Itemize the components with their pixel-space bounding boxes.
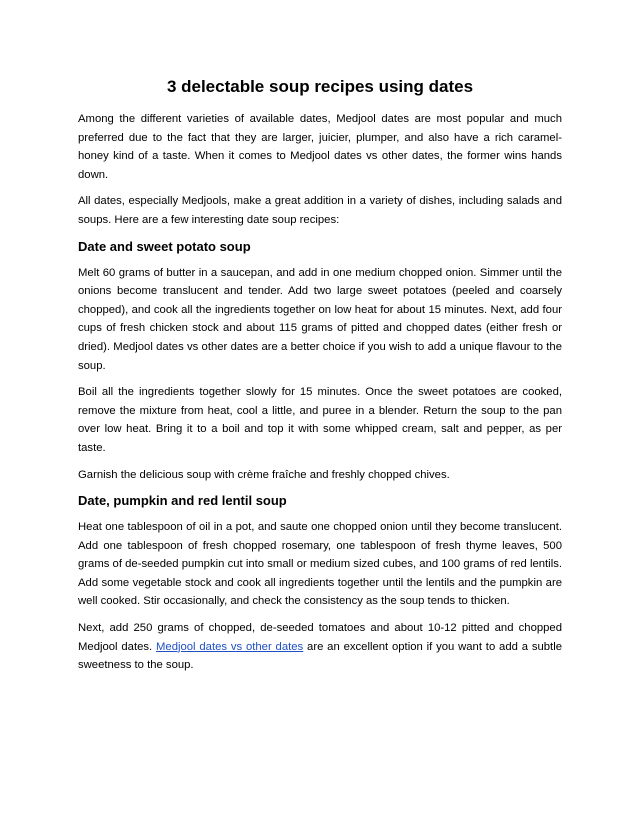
- sweet-potato-paragraph-3: Garnish the delicious soup with crème fraîche and freshly chopped chives.: [78, 468, 450, 481]
- medjool-dates-link[interactable]: Medjool dates vs other dates: [156, 640, 304, 653]
- document-page: [78, 76, 562, 683]
- paragraph-text-after-link: are an excellent option if you want to add a subtle sweetness to the soup.: [78, 640, 562, 672]
- page-title: 3 delectable soup recipes using dates: [166, 77, 474, 96]
- section-heading-pumpkin-lentil: Date, pumpkin and red lentil soup: [78, 493, 287, 509]
- section-heading-sweet-potato: Date and sweet potato soup: [78, 238, 251, 254]
- intro-paragraph-2: All dates, especially Medjools, make a great addition in a variety of dishes, including salads and soups. Here are a few interesting date soup recipes:: [78, 195, 562, 226]
- sweet-potato-paragraph-1: Melt 60 grams of butter in a saucepan, and add in one medium chopped onion. Simmer until the onions become translucent and tender. Add two large sweet potatoes (peeled and coarsely chopped), and cook all the ingredients together on low heat for about 15 minutes. Next, add four cups of fresh chicken stock and about 115 grams of pitted and chopped dates (either fresh or dried). Medjool dates vs other dates are a better choice if you wish to add a unique flavour to the soup.: [78, 266, 562, 372]
- pumpkin-lentil-paragraph-2: [78, 619, 562, 675]
- sweet-potato-paragraph-2: Boil all the ingredients together slowly for 15 minutes. Once the sweet potatoes are cooked, remove the mixture from heat, cool a little, and puree in a blender. Return the soup to the pan over low heat. Bring it to a boil and top it with some whipped cream, salt and pepper, as per taste.: [78, 386, 562, 454]
- intro-paragraph-1: Among the different varieties of available dates, Medjool dates are most popular and much preferred due to the fact that they are larger, juicier, plumper, and also have a rich caramel-honey kind of a taste. When it comes to Medjool dates vs other dates, the former wins hands down.: [78, 113, 562, 181]
- pumpkin-lentil-paragraph-1: Heat one tablespoon of oil in a pot, and saute one chopped onion until they become translucent. Add one tablespoon of fresh chopped rosemary, one tablespoon of fresh thyme leaves, 500 grams of de-seeded pumpkin cut into small or medium sized cubes, and 100 grams of red lentils. Add some vegetable stock and cook all ingredients together until the lentils and the pumpkin are well cooked. Stir occasionally, and check the consistency as the soup tends to thicken.: [78, 521, 562, 608]
- paragraph-text-before-link: Next, add 250 grams of chopped, de-seeded tomatoes and about 10-12 pitted and chopped Medjool dates.: [78, 622, 562, 653]
